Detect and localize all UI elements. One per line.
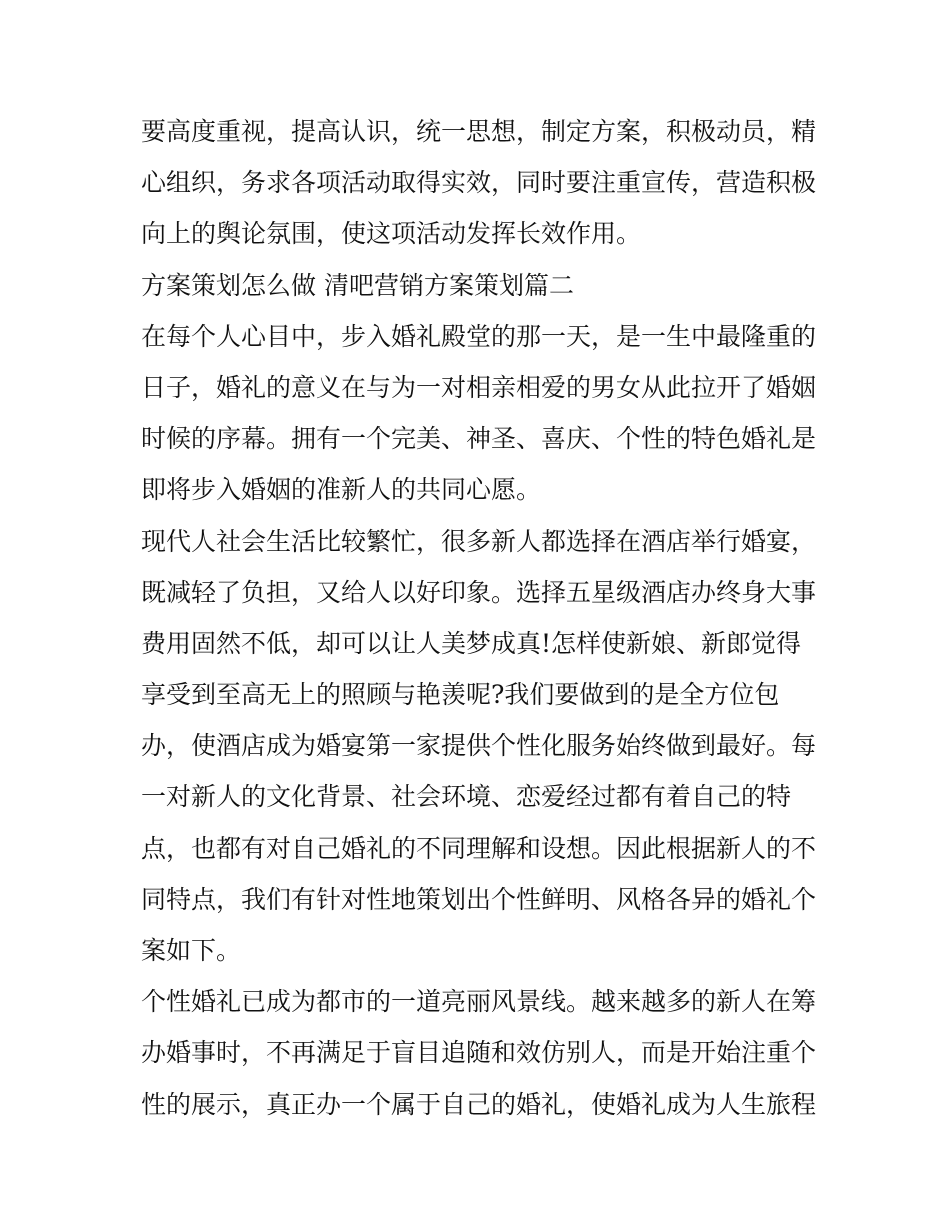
text-line-8: 即将步入婚姻的准新人的共同心愿。 — [141, 475, 542, 505]
text-line-14: 一对新人的文化背景、社会环境、恋爱经过都有着自己的特 — [141, 782, 792, 812]
text-line-15: 点，也都有对自己婚礼的不同理解和设想。因此根据新人的不 — [141, 833, 817, 863]
text-line-10: 既减轻了负担，又给人以好印象。选择五星级酒店办终身大事 — [141, 577, 817, 607]
text-line-19: 办婚事时，不再满足于盲目追随和效仿别人，而是开始注重个 — [141, 1038, 817, 1068]
text-line-12: 享受到至高无上的照顾与艳羡呢?我们要做到的是全方位包 — [141, 680, 780, 710]
text-line-17: 案如下。 — [141, 936, 242, 965]
text-line-20: 性的展示，真正办一个属于自己的婚礼，使婚礼成为人生旅程 — [141, 1089, 817, 1119]
text-line-16: 同特点，我们有针对性地策划出个性鲜明、风格各异的婚礼个 — [141, 884, 817, 914]
text-line-5: 在每个人心目中，步入婚礼殿堂的那一天，是一生中最隆重的 — [141, 321, 817, 351]
text-line-9: 现代人社会生活比较繁忙，很多新人都选择在酒店举行婚宴， — [141, 526, 817, 556]
text-line-3: 向上的舆论氛围，使这项活动发挥长效作用。 — [141, 219, 642, 249]
text-line-2: 心组织，务求各项活动取得实效，同时要注重宣传，营造积极 — [141, 168, 817, 198]
text-line-6: 日子，婚礼的意义在与为一对相亲相爱的男女从此拉开了婚姻 — [141, 372, 817, 402]
section-heading: 方案策划怎么做 清吧营销方案策划篇二 — [141, 270, 574, 300]
text-line-13: 办，使酒店成为婚宴第一家提供个性化服务始终做到最好。每 — [141, 731, 817, 761]
body-text — [141, 106, 816, 1130]
text-line-7: 时候的序幕。拥有一个完美、神圣、喜庆、个性的特色婚礼是 — [141, 424, 817, 454]
text-line-11: 费用固然不低，却可以让人美梦成真!怎样使新娘、新郎觉得 — [141, 628, 802, 658]
text-line-18: 个性婚礼已成为都市的一道亮丽风景线。越来越多的新人在筹 — [141, 987, 817, 1017]
text-line-1: 要高度重视，提高认识，统一思想，制定方案，积极动员，精 — [141, 117, 817, 146]
